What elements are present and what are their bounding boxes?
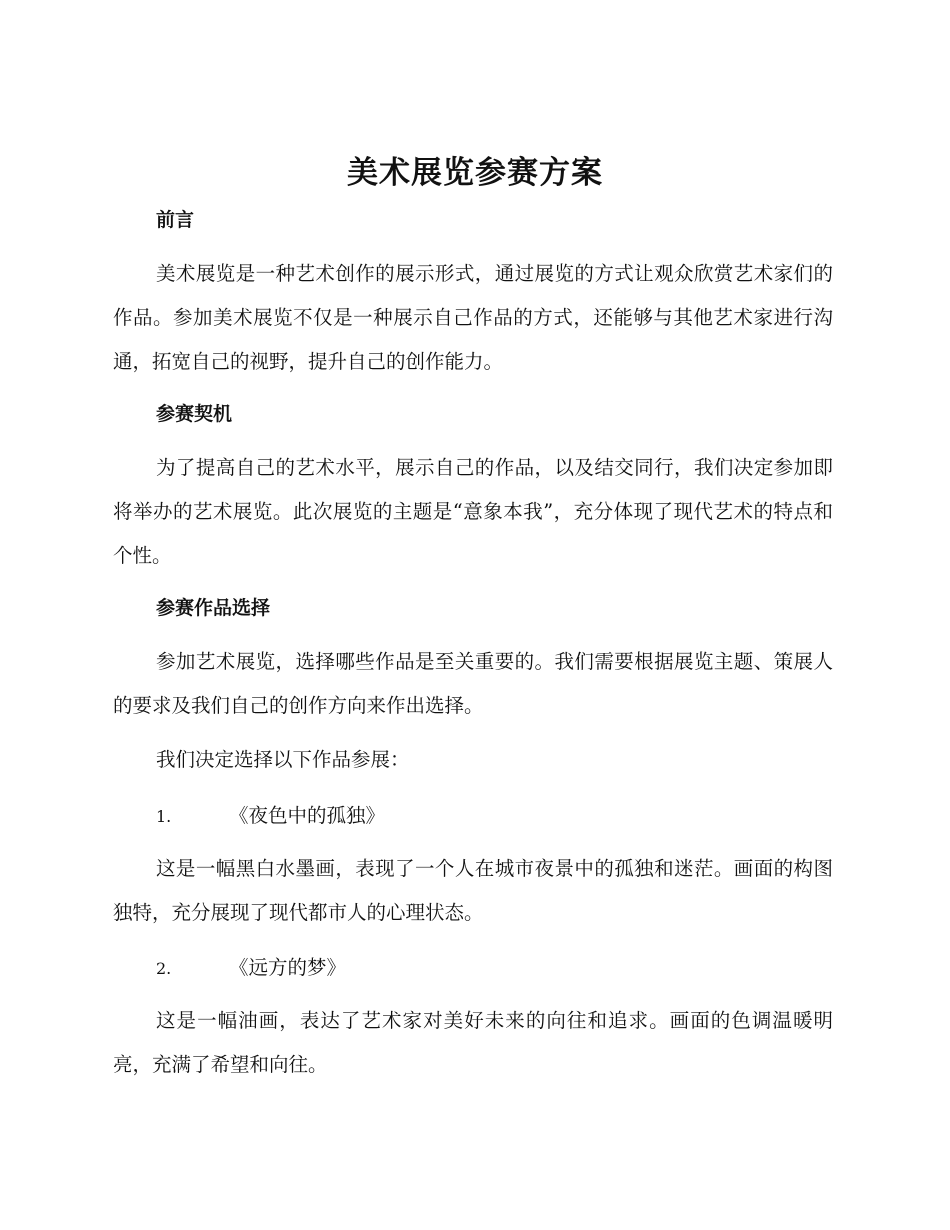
- list-item-number: 1.: [156, 807, 172, 826]
- work-selection-intro: 我们决定选择以下作品参展：: [156, 748, 410, 771]
- work-selection-paragraph: 参加艺术展览，选择哪些作品是至关重要的。我们需要根据展览主题、策展人的要求及我们自己的创作方向来作出选择。: [113, 650, 833, 717]
- list-item: [156, 802, 385, 831]
- opportunity-paragraph: 为了提高自己的艺术水平，展示自己的作品，以及结交同行，我们决定参加即将举办的艺术展览。此次展览的主题是“意象本我”，充分体现了现代艺术的特点和个性。: [113, 456, 833, 567]
- section-heading-opportunity: 参赛契机: [156, 403, 233, 425]
- document-title: 美术展览参赛方案: [347, 155, 603, 191]
- list-item-title: 《夜色中的孤独》: [229, 804, 386, 827]
- list-item-number: 2.: [156, 959, 172, 978]
- section-heading-preface: 前言: [156, 209, 195, 231]
- work-description: 这是一幅黑白水墨画，表现了一个人在城市夜景中的孤独和迷茫。画面的构图独特，充分展现了现代都市人的心理状态。: [113, 857, 833, 924]
- list-item-title: 《远方的梦》: [229, 956, 347, 979]
- section-heading-work-selection: 参赛作品选择: [156, 597, 271, 619]
- preface-paragraph: 美术展览是一种艺术创作的展示形式，通过展览的方式让观众欣赏艺术家们的作品。参加美术展览不仅是一种展示自己作品的方式，还能够与其他艺术家进行沟通，拓宽自己的视野，提升自己的创作能力。: [113, 262, 833, 373]
- list-item: [156, 954, 346, 983]
- work-description: 这是一幅油画，表达了艺术家对美好未来的向往和追求。画面的色调温暖明亮，充满了希望和向往。: [113, 1009, 833, 1076]
